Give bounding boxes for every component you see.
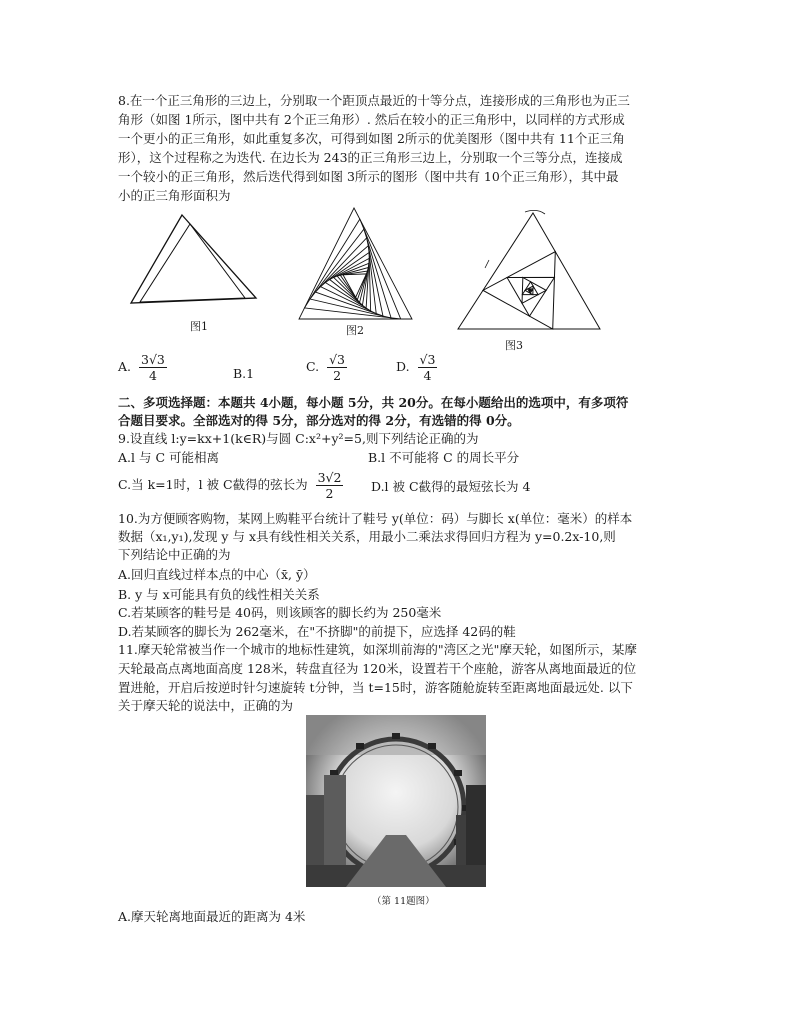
q8-line-2: 角形（如图 1所示，图中共有 2个正三角形）. 然后在较小的正三角形中，以同样的方式形成 (118, 112, 625, 127)
q8-option-c (306, 352, 347, 383)
q8-option-d-fraction (418, 352, 438, 383)
figure-2-caption: 图2 (346, 324, 364, 337)
q11-line-3: 置进舱，开启后按逆时针匀速旋转 t分钟，当 t=15时，游客随舱旋转至距离地面最远处. 以下 (118, 680, 633, 695)
q10-option-a: A.回归直线过样本点的中心（x̄, ȳ） (118, 567, 316, 582)
q11-line-1: 11.摩天轮常被当作一个城市的地标性建筑，如深圳前海的"湾区之光"摩天轮，如图所示，某摩 (118, 642, 637, 657)
q8-option-d-label: D. (396, 359, 410, 374)
spiral3-triangle (530, 290, 531, 291)
spiral3-triangle (507, 277, 554, 316)
q9-option-c-numerator: 3√2 (317, 470, 342, 485)
q8-option-c-denominator: 2 (333, 368, 342, 383)
spiral2-triangle (299, 208, 412, 319)
section-2-heading-line-2: 合题目要求。全部选对的得 5分，部分选对的得 2分，有选错的得 0分。 (118, 413, 520, 428)
q8-line-6: 小的正三角形面积为 (118, 188, 231, 203)
figure-1-nested-triangles (128, 212, 260, 317)
q9-option-c-denominator: 2 (325, 486, 334, 501)
q8-option-a-numerator: 3√3 (141, 352, 165, 367)
q8-option-a-label: A. (118, 359, 132, 374)
q9-option-b: B.l 不可能将 C 的周长平分 (368, 450, 520, 465)
q10-line-2: 数据（x₁,y₁),发现 y 与 x具有线性相关关系，用最小二乘法求得回归方程为 y=0.2x-10,则 (118, 529, 616, 544)
q9-option-c-text: C.当 k=1时，l 被 C截得的弦长为 (118, 477, 308, 492)
figure-3-caption: 图3 (505, 339, 523, 352)
figure-3-iterated-triangles (455, 208, 603, 333)
spiral2-triangle (343, 274, 366, 297)
q9-stem: 9.设直线 l:y=kx+1(k∈R)与圆 C:x²+y²=5,则下列结论正确的为 (118, 431, 479, 446)
q8-line-3: 一个更小的正三角形，如此重复多次，可得到如图 2所示的优美图形（图中共有 11个正三角 (118, 131, 625, 146)
figure-2-spiral-triangles (296, 205, 416, 323)
q10-option-d: D.若某顾客的脚长为 262毫米，在"不挤脚"的前提下，应选择 42码的鞋 (118, 624, 516, 639)
q11-line-2: 天轮最高点离地面高度 128米，转盘直径为 120米，设置若干个座舱，游客从离地面最近的位 (118, 661, 637, 676)
q9-option-c-fraction (316, 470, 344, 501)
q8-option-a-fraction (139, 352, 167, 383)
spiral2-triangle (340, 271, 367, 300)
q9-option-c (118, 470, 343, 501)
q9-option-d: D.l 被 C截得的最短弦长为 4 (371, 479, 531, 494)
ferris-wheel-caption: （第 11题图） (372, 896, 435, 907)
q8-option-d-numerator: √3 (419, 352, 436, 367)
q8-option-c-label: C. (306, 359, 320, 374)
spiral3-triangle (458, 213, 600, 329)
spiral2-triangle (315, 238, 383, 316)
q10-line-1: 10.为方便顾客购物，某网上购鞋平台统计了鞋号 y(单位：码）与脚长 x(单位：毫米）的样本 (118, 511, 633, 526)
q8-option-a (118, 352, 167, 383)
q8-option-d-denominator: 4 (423, 368, 432, 383)
q8-option-a-denominator: 4 (148, 368, 157, 383)
q8-option-b: B.1 (233, 366, 255, 381)
ferris-wheel-photo (306, 715, 486, 887)
spiral3-triangle (483, 252, 555, 329)
q10-option-c: C.若某顾客的鞋号是 40码，则该顾客的脚长约为 250毫米 (118, 605, 442, 620)
q10-line-3: 下列结论中正确的为 (118, 547, 231, 562)
q11-line-4: 关于摩天轮的说法中，正确的为 (118, 698, 294, 713)
q8-option-c-numerator: √3 (329, 352, 345, 367)
q11-option-a: A.摩天轮离地面最近的距离为 4米 (118, 909, 306, 924)
q9-option-a: A.l 与 C 可能相离 (118, 450, 219, 465)
q8-line-4: 形），这个过程称之为迭代. 在边长为 243的正三角形三边上，分别取一个三等分点，连接成 (118, 150, 623, 165)
q8-option-d (396, 352, 437, 383)
figure-1-caption: 图1 (190, 320, 208, 333)
q10-option-b: B. y 与 x可能具有负的线性相关关系 (118, 587, 320, 602)
q8-line-1: 8.在一个正三角形的三边上，分别取一个距顶点最近的十等分点，连接形成的三角形也为正三 (118, 93, 630, 108)
section-2-heading-line-1: 二、多项选择题：本题共 4小题，每小题 5分，共 20分。在每小题给出的选项中，有多项符 (118, 395, 629, 410)
q8-option-c-fraction (327, 352, 347, 383)
q8-line-5: 一个较小的正三角形，然后迭代得到如图 3所示的图形（图中共有 10个正三角形），其中最 (118, 169, 619, 184)
